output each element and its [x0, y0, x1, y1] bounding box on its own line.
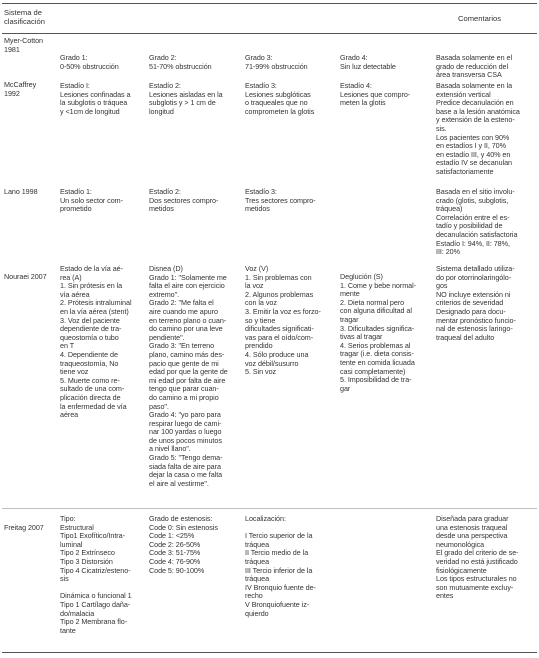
- row-cell-c1: Estadío 1: Un solo sector com- prometido: [60, 187, 123, 214]
- row-cell-c3: Localización: I Tercio superior de la tráquea II Tercio medio de la tráquea III Tercio inferior de la tráquea IV Bronquio fuente de- recho V Bronquiofuente iz- quierdo: [245, 514, 316, 618]
- row-comments: Sistema detallado utiliza- do por otorrinolaringólo- gos NO incluye extensión ni criterios de severidad Designado para docu- mentar pronóstico funcio- nal de estenosis laringo- traqueal del adulto: [436, 264, 516, 342]
- row-cell-c2: Grado de estenosis: Code 0: Sin estenosis Code 1: <25% Code 2: 26-50% Code 3: 51-75% Code 4: 76-90% Code 5: 90-100%: [149, 514, 218, 575]
- row-cell-c4: Deglución (S) 1. Come y bebe normal- mente 2. Dieta normal pero con alguna dificultad al tragar 3. Dificultades significa- tivas al tragar 4. Serios problemas al tragar (i.e. dieta consis- tente en comida licuada casi completamente) 5. Imposibilidad de tra- gar: [340, 272, 417, 393]
- row-cell-c3: Voz (V) 1. Sin problemas con la voz 2. Algunos problemas con la voz 3. Emitir la voz es forzo- so y tiene dificultades significati- vas para el oído/com- prendido 4. Sólo produce una voz débil/susurro 5. Sin voz: [245, 264, 321, 377]
- header-rule: [2, 33, 537, 34]
- row-comments: Basada solamente en el grado de reducción del área transversa CSA: [436, 53, 513, 80]
- row-cell-c4: Estadío 4: Lesiones que compro- meten la glotis: [340, 81, 411, 108]
- row-system: Lano 1998: [4, 187, 38, 196]
- row-comments: Basada en el sitio involu- crado (glotis, subglotis, tráquea) Correlación entre el es- tadío y posibilidad de decanulación satisfactoria Estadío I: 94%, II: 78%, III: 20%: [436, 187, 518, 257]
- row-cell-c2: Estadío 2: Dos sectores compro- metidos: [149, 187, 219, 214]
- table-bottom-rule: [2, 652, 537, 653]
- row-cell-c1: Tipo: Estructural Tipo1 Exofítico/Intra- luminal Tipo 2 Extrínseco Tipo 3 Distorsión Tipo 4 Cicatriz/esteno- sis Dinámica o funcional 1 Tipo 1 Cartílago daña- do/malacia Tipo 2 Membrana flo- tante: [60, 514, 132, 635]
- row-cell-c2: Disnea (D) Grado 1: "Solamente me falta el aire con ejercicio extremo". Grado 2: "Me falta el aire cuando me apuro en terreno plano o cuan- do camino por una leve pendiente". Grado 3: "En terreno plano, camino más des- pacio que gente de mi edad por que la gente de mi edad por falta de aire tengo que parar cuan- do camino a mi propio paso". Grado 4: "yo paro para respirar luego de cami- nar 100 yardas o luego de unos pocos minutos a nivel llano". Grado 5: "Tengo dema- siada falta de aire para dejar la casa o me falta el aire al vestirme".: [149, 264, 228, 488]
- row-cell-c1: Estado de la vía aé- rea (A) 1. Sin prótesis en la vía aérea 2. Prótesis intraluminal en la vía aérea (stent) 3. Voz del paciente dependiente de tra- queostomía o tubo en T 4. Dependiente de traqueostomía, No tiene voz 5. Muerte como re- sultado de una com- plicación directa de la enfermedad de vía aérea: [60, 264, 132, 420]
- row-cell-c2: Estadío 2: Lesiones aisladas en la subglotis y > 1 cm de longitud: [149, 81, 223, 116]
- header-system-column: Sistema de clasificación: [4, 8, 45, 26]
- table-top-rule: [2, 3, 537, 4]
- header-comments: Comentarios: [458, 14, 502, 23]
- row-system: Freitag 2007: [4, 523, 44, 532]
- row-cell-c3: Estadío 3: Tres sectores compro- metidos: [245, 187, 316, 214]
- row-system: McCaffrey 1992: [4, 80, 37, 98]
- row-cell-c3: Grado 3: 71-99% obstrucción: [245, 53, 308, 71]
- row-divider: [2, 508, 537, 509]
- row-cell-c1: Grado 1: 0-50% obstrucción: [60, 53, 119, 71]
- row-cell-c2: Grado 2: 51-70% obstrucción: [149, 53, 212, 71]
- row-comments: Basada solamente en la extensión vertical Predice decanulación en base a la lesión anatómica y extensión de la esteno- sis. Los pacientes con 90% en estadíos I y II, 70% en estadío III, y 40% en estadío IV se decanulan satisfactoriamente: [436, 81, 520, 176]
- row-cell-c4: Grado 4: Sin luz detectable: [340, 53, 396, 71]
- row-system: Nouraei 2007: [4, 272, 47, 281]
- row-cell-c3: Estadío 3: Lesiones subglóticas o traqueales que no comprometen la glotis: [245, 81, 315, 116]
- row-cell-c1: Estadío I: Lesiones confinadas a la subglotis o tráquea y <1cm de longitud: [60, 81, 131, 116]
- row-system: Myer-Cotton 1981: [4, 36, 43, 54]
- row-comments: Diseñada para graduar una estenosis traqueal desde una perspectiva neumonológica El grado del criterio de se- veridad no está justificado fisiológicamente Los tipos estructurales no son mutuamente excluy- entes: [436, 514, 519, 601]
